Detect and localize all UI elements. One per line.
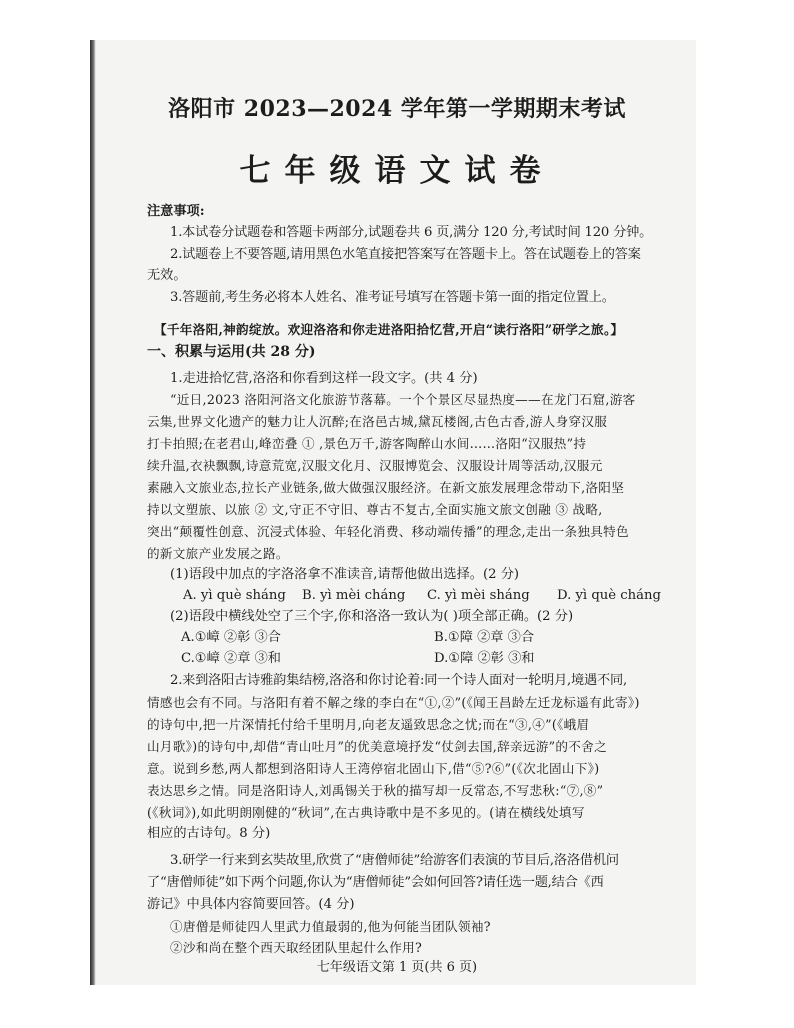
q2-line: 意。说到乡愁,两人都想到洛阳诗人王湾停宿北固山下,借“⑤?⑥”(《次北固山下》)	[147, 761, 600, 776]
q1-option-b: B. yì mèi cháng	[302, 588, 406, 603]
q2-line: (《秋词》),如此明朗刚健的“秋词”,在古典诗歌中是不多见的。(请在横线处填写	[147, 805, 585, 820]
q1-passage-line: 打卡拍照;在老君山,峰峦叠 ① ,景色万千,游客陶醉山水间……洛阳“汉服热”持	[147, 436, 587, 451]
section-1-heading: 一、积累与运用(共 28 分)	[147, 344, 316, 360]
q3-option-2: ②沙和尚在整个西天取经团队里起什么作用?	[170, 940, 423, 955]
q2-line: 的诗句中,把一片深情托付给千里明月,向老友遥致思念之忧;而在“③,④”(《峨眉	[147, 717, 590, 732]
q1-2-option-c: C.①嶂 ②章 ③和	[181, 651, 281, 666]
intro-banner: 【千年洛阳,神韵绽放。欢迎洛洛和你走进洛阳拾忆营,开启“读行洛阳”研学之旅。】	[154, 322, 624, 337]
notice-item-2-cont: 无效。	[147, 268, 187, 283]
q1-2-option-d: D.①障 ②彰 ③和	[434, 651, 535, 666]
q3-line: 游记》中具体内容简要回答。(4 分)	[147, 897, 355, 912]
q2-line: 表达思乡之情。同是洛阳诗人,刘禹锡关于秋的描写却一反常态,不写悲秋:“⑦,⑧”	[147, 783, 604, 798]
q1-passage-line: 的新文旅产业发展之路。	[147, 546, 289, 561]
q1-passage-line: 突出“颠覆性创意、沉浸式体验、年轻化消费、移动端传播”的理念,走出一条独具特色	[147, 524, 629, 539]
q1-2-option-a: A.①嶂 ②彰 ③合	[181, 630, 281, 645]
q2-line: 相应的古诗句。8 分)	[147, 826, 271, 841]
q1-passage-line: 云集,世界文化遗产的魅力让人沉醉;在洛邑古城,黛瓦楼阁,古色古香,游人身穿汉服	[147, 414, 608, 429]
q1-passage-line: “近日,2023 洛阳河洛文化旅游节落幕。一个个景区尽显热度——在龙门石窟,游客	[170, 392, 636, 407]
question-1-stem: 1.走进拾忆营,洛洛和你看到这样一段文字。(共 4 分)	[170, 371, 478, 386]
notice-item-1: 1.本试卷分试题卷和答题卡两部分,试题卷共 6 页,满分 120 分,考试时间 120 分钟。	[170, 225, 653, 240]
notice-heading: 注意事项:	[147, 204, 205, 219]
exam-subtitle: 七年级语文试卷	[239, 153, 555, 189]
q2-line: 山月歌》)的诗句中,却借“青山吐月”的优美意境抒发“仗剑去国,辞亲远游”的不舍之	[147, 739, 607, 754]
q1-2-option-b: B.①障 ②章 ③合	[434, 630, 535, 645]
notice-item-2: 2.试题卷上不要答题,请用黑色水笔直接把答案写在答题卡上。答在试题卷上的答案	[170, 247, 641, 262]
q1-subquestion-2: (2)语段中横线处空了三个字,你和洛洛一致认为( )项全部正确。(2 分)	[170, 609, 574, 624]
q2-line: 情感也会有不同。与洛阳有着不解之缘的李白在“①,②”(《闻王昌龄左迁龙标遥有此寄》)	[147, 695, 640, 710]
q1-option-d: D. yì què cháng	[557, 588, 661, 603]
q1-option-c: C. yì mèi sháng	[427, 588, 530, 603]
notice-item-3: 3.答题前,考生务必将本人姓名、准考证号填写在答题卡第一面的指定位置上。	[170, 290, 615, 305]
q1-subquestion-1: (1)语段中加点的字洛洛拿不准读音,请帮他做出选择。(2 分)	[170, 567, 520, 582]
q1-option-a: A. yì què sháng	[183, 588, 286, 603]
q1-passage-line: 持以文塑旅、以旅 ② 文,守正不守旧、尊古不复古,全面实施文旅文创融 ③ 战略,	[147, 502, 603, 517]
page-footer: 七年级语文第 1 页(共 6 页)	[316, 960, 478, 975]
q3-line: 了“唐僧师徒”如下两个问题,你认为“唐僧师徒”会如何回答?请任选一题,结合《西	[147, 875, 604, 890]
q1-passage-line: 续升温,衣袂飘飘,诗意荒宽,汉服文化月、汉服博览会、汉服设计周等活动,汉服元	[147, 458, 603, 473]
q3-line: 3.研学一行来到玄奘故里,欣赏了“唐僧师徒”给游客们表演的节目后,洛洛借机问	[170, 853, 619, 868]
exam-title: 洛阳市 2023—2024 学年第一学期期末考试	[168, 96, 626, 122]
q2-line: 2.来到洛阳古诗雅韵集结榜,洛洛和你讨论着:同一个诗人面对一轮明月,境遇不同,	[170, 673, 627, 688]
q1-passage-line: 素融入文旅业态,拉长产业链条,做大做强汉服经济。在新文旅发展理念带动下,洛阳坚	[147, 480, 625, 495]
q3-option-1: ①唐僧是师徒四人里武力值最弱的,他为何能当团队领袖?	[170, 919, 491, 934]
